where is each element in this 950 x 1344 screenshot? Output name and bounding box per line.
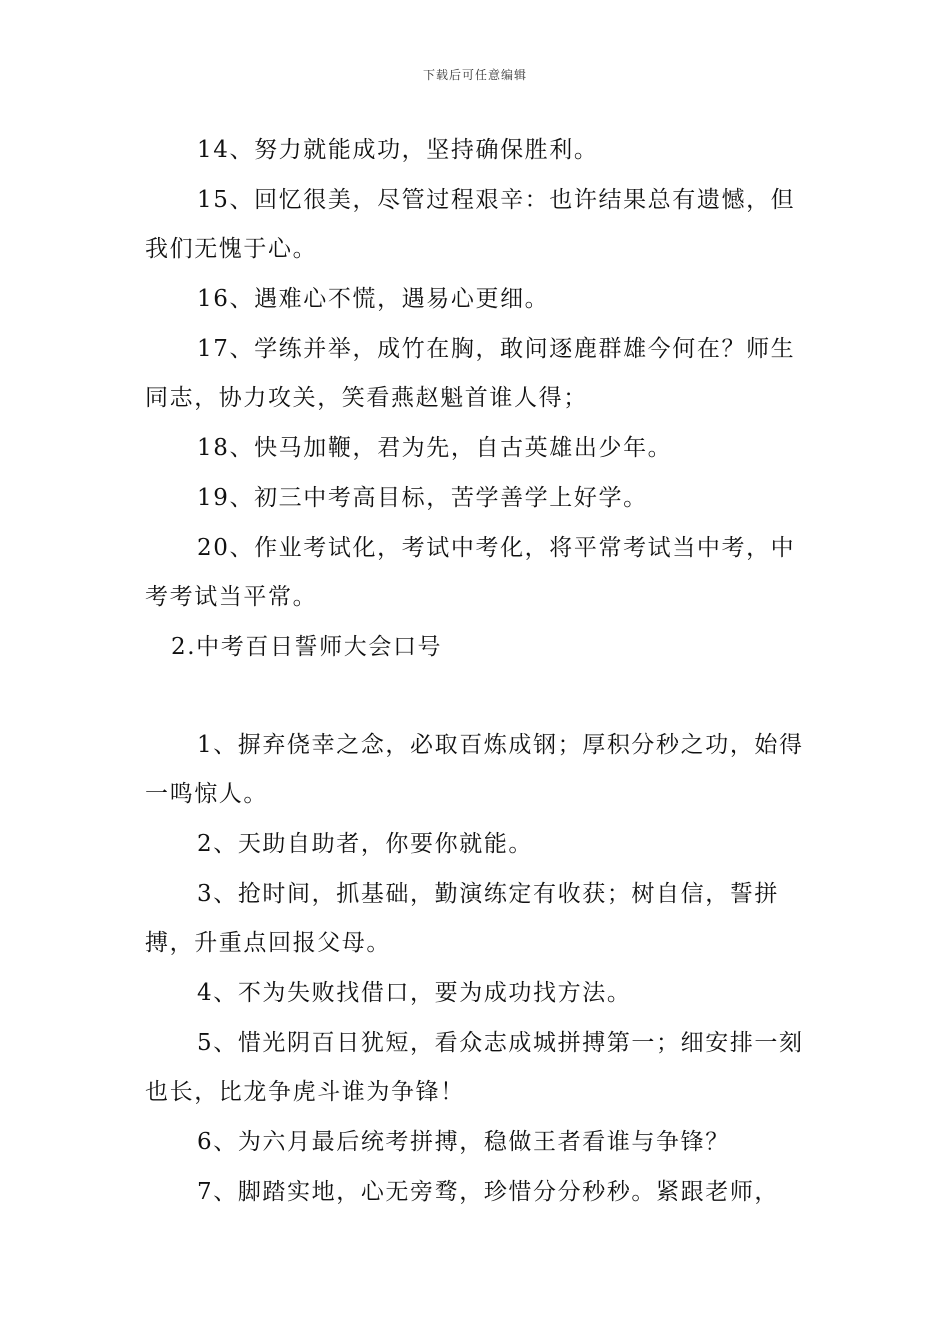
list-item: 17、学练并举，成竹在胸，敢问逐鹿群雄今何在？师生同志，协力攻关，笑看燕赵魁首谁人得； — [145, 336, 796, 411]
section-heading: 2.中考百日誓师大会口号 — [171, 634, 443, 660]
list-item: 5、惜光阴百日犹短，看众志成城拼搏第一；细安排一刻也长，比龙争虎斗谁为争锋！ — [145, 1030, 804, 1105]
list-item: 15、回忆很美，尽管过程艰辛：也许结果总有遗憾，但我们无愧于心。 — [145, 187, 796, 262]
list-item: 16、遇难心不慌，遇易心更细。 — [197, 286, 550, 312]
list-item: 1、摒弃侥幸之念，必取百炼成钢；厚积分秒之功，始得一鸣惊人。 — [145, 732, 804, 807]
list-item: 20、作业考试化，考试中考化，将平常考试当中考，中考考试当平常。 — [145, 535, 796, 610]
blank-line — [145, 672, 815, 721]
list-item: 14、努力就能成功，坚持确保胜利。 — [197, 137, 599, 163]
list-item: 7、脚踏实地，心无旁骛，珍惜分分秒秒。紧跟老师， — [197, 1179, 780, 1205]
document-body — [145, 126, 815, 1218]
list-item: 4、不为失败找借口，要为成功找方法。 — [197, 980, 632, 1006]
header-note: 下载后可任意编辑 — [422, 68, 527, 82]
list-item: 2、天助自助者，你要你就能。 — [197, 831, 534, 857]
list-item: 3、抢时间，抓基础，勤演练定有收获；树自信，誓拼搏，升重点回报父母。 — [145, 881, 780, 956]
list-item: 6、为六月最后统考拼搏，稳做王者看谁与争锋？ — [197, 1129, 730, 1155]
list-item: 19、初三中考高目标，苦学善学上好学。 — [197, 485, 648, 511]
list-item: 18、快马加鞭，君为先，自古英雄出少年。 — [197, 435, 673, 461]
